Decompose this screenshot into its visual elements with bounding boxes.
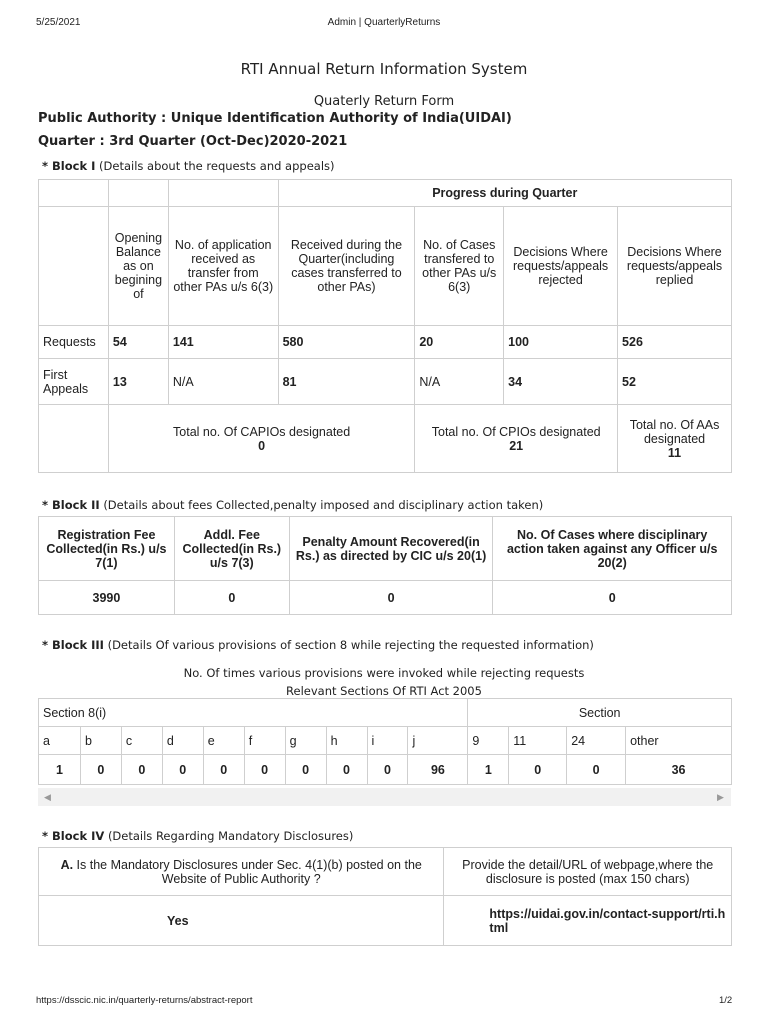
horizontal-scrollbar[interactable] xyxy=(38,788,731,806)
sub-header: 9 xyxy=(468,727,509,755)
sub-header: f xyxy=(244,727,285,755)
sub-header: e xyxy=(203,727,244,755)
aas-total xyxy=(618,405,732,473)
disclosure-answer: Yes xyxy=(39,896,444,946)
question-prefix: A. xyxy=(60,857,74,872)
block1-title-rest: (Details about the requests and appeals) xyxy=(99,159,335,173)
print-page-number: 1/2 xyxy=(719,995,733,1006)
block4-title-prefix: * Block IV xyxy=(42,829,105,843)
cpios-label: Total no. Of CPIOs designated xyxy=(431,424,601,439)
cell-value: 0 xyxy=(244,755,285,785)
sub-header: other xyxy=(626,727,732,755)
cell-value: 0 xyxy=(162,755,203,785)
cell-value: N/A xyxy=(415,359,504,405)
block2-title xyxy=(42,498,543,512)
table-row xyxy=(39,581,732,615)
cell-value: 0 xyxy=(326,755,367,785)
col-replied: Decisions Where requests/appeals replied xyxy=(618,207,732,326)
sub-header: d xyxy=(162,727,203,755)
public-authority-separator: : xyxy=(161,111,167,126)
block4-title-rest: (Details Regarding Mandatory Disclosures) xyxy=(107,829,354,843)
block4-table xyxy=(38,847,732,946)
sub-header: i xyxy=(367,727,408,755)
cell-value: 0 xyxy=(289,581,493,615)
col-transferred: No. of Cases transfered to other PAs u/s 6(3) xyxy=(415,207,504,326)
block1-title xyxy=(42,159,335,173)
sub-header: j xyxy=(408,727,468,755)
cell-value: 0 xyxy=(567,755,626,785)
cell-value: 0 xyxy=(174,581,289,615)
table-row xyxy=(39,326,732,359)
quarter-line xyxy=(38,134,347,149)
cell-value: 36 xyxy=(626,755,732,785)
cell-value: 3990 xyxy=(39,581,175,615)
cell-value: 0 xyxy=(121,755,162,785)
cell-value: 526 xyxy=(618,326,732,359)
col-addl-fee: Addl. Fee Collected(in Rs.) u/s 7(3) xyxy=(174,517,289,581)
col-received-transfer: No. of application received as transfer from other PAs u/s 6(3) xyxy=(168,207,278,326)
row-label-first-appeals: First Appeals xyxy=(39,359,109,405)
capios-total xyxy=(108,405,414,473)
cell-value: 96 xyxy=(408,755,468,785)
public-authority-label: Public Authority xyxy=(38,111,157,126)
cell-value: 580 xyxy=(278,326,415,359)
sub-header: b xyxy=(80,727,121,755)
sub-header: a xyxy=(39,727,81,755)
quarter-value: 3rd Quarter (Oct-Dec)2020-2021 xyxy=(109,134,348,149)
cell-value: 0 xyxy=(367,755,408,785)
scroll-right-icon[interactable]: ▶ xyxy=(717,792,724,802)
block3-title xyxy=(42,638,594,652)
aas-label: Total no. Of AAs designated xyxy=(629,417,720,446)
sub-header: g xyxy=(285,727,326,755)
form-subtitle: Quaterly Return Form xyxy=(313,94,455,109)
group-section-8i: Section 8(i) xyxy=(39,699,468,727)
block2-title-rest: (Details about fees Collected,penalty imposed and disciplinary action taken) xyxy=(103,498,544,512)
col-registration-fee: Registration Fee Collected(in Rs.) u/s 7(1) xyxy=(39,517,175,581)
totals-row xyxy=(39,405,732,473)
aas-value: 11 xyxy=(667,445,682,460)
cpios-total xyxy=(415,405,618,473)
block1-title-prefix: * Block I xyxy=(42,159,96,173)
cell-value: 0 xyxy=(285,755,326,785)
print-page-title: Admin | QuarterlyReturns xyxy=(327,17,441,28)
print-date: 5/25/2021 xyxy=(36,17,81,28)
cell-value: 141 xyxy=(168,326,278,359)
cell-value: 0 xyxy=(80,755,121,785)
cell-value: 0 xyxy=(203,755,244,785)
col-received-quarter: Received during the Quarter(including cases transferred to other PAs) xyxy=(278,207,415,326)
print-footer-url: https://dsscic.nic.in/quarterly-returns/abstract-report xyxy=(36,995,253,1006)
url-header: Provide the detail/URL of webpage,where the disclosure is posted (max 150 chars) xyxy=(444,848,732,896)
cell-value: 13 xyxy=(108,359,168,405)
cell-value: 81 xyxy=(278,359,415,405)
cpios-value: 21 xyxy=(509,438,524,453)
cell-value: 100 xyxy=(504,326,618,359)
cell-value: 52 xyxy=(618,359,732,405)
page-title: RTI Annual Return Information System xyxy=(240,60,528,78)
mandatory-disclosure-question xyxy=(39,848,444,896)
sub-header: 24 xyxy=(567,727,626,755)
cell-value: 20 xyxy=(415,326,504,359)
public-authority-line xyxy=(38,111,512,126)
block3-caption-1: No. Of times various provisions were invoked while rejecting requests xyxy=(183,666,585,680)
capios-label: Total no. Of CAPIOs designated xyxy=(173,424,351,439)
table-row xyxy=(39,755,732,785)
block3-table xyxy=(38,698,732,785)
capios-value: 0 xyxy=(258,438,266,453)
progress-header: Progress during Quarter xyxy=(278,180,731,207)
group-section: Section xyxy=(468,699,732,727)
cell-value: 0 xyxy=(509,755,567,785)
col-opening-balance: Opening Balance as on begining of xyxy=(108,207,168,326)
table-row xyxy=(39,359,732,405)
block2-title-prefix: * Block II xyxy=(42,498,100,512)
col-disciplinary: No. Of Cases where disciplinary action taken against any Officer u/s 20(2) xyxy=(493,517,732,581)
cell-value: 1 xyxy=(468,755,509,785)
disclosure-url[interactable]: https://uidai.gov.in/contact-support/rti.html xyxy=(444,896,732,946)
block3-title-rest: (Details Of various provisions of section 8 while rejecting the requested information) xyxy=(107,638,594,652)
cell-value: N/A xyxy=(168,359,278,405)
cell-value: 0 xyxy=(493,581,732,615)
quarter-label: Quarter xyxy=(38,134,95,149)
sub-header: h xyxy=(326,727,367,755)
question-text: Is the Mandatory Disclosures under Sec. 4(1)(b) posted on the Website of Public Authority ? xyxy=(76,857,422,886)
public-authority-value: Unique Identification Authority of India(UIDAI) xyxy=(170,111,512,126)
block2-table xyxy=(38,516,732,615)
col-rejected: Decisions Where requests/appeals rejected xyxy=(504,207,618,326)
sub-header: c xyxy=(121,727,162,755)
block1-table xyxy=(38,179,732,473)
scroll-left-icon[interactable]: ◀ xyxy=(44,792,51,802)
sub-header: 11 xyxy=(509,727,567,755)
row-label-requests: Requests xyxy=(39,326,109,359)
cell-value: 54 xyxy=(108,326,168,359)
block4-title xyxy=(42,829,353,843)
cell-value: 34 xyxy=(504,359,618,405)
cell-value: 1 xyxy=(39,755,81,785)
block3-caption-2: Relevant Sections Of RTI Act 2005 xyxy=(286,684,482,698)
col-penalty: Penalty Amount Recovered(in Rs.) as directed by CIC u/s 20(1) xyxy=(289,517,493,581)
quarter-separator: : xyxy=(99,134,105,149)
block3-title-prefix: * Block III xyxy=(42,638,104,652)
